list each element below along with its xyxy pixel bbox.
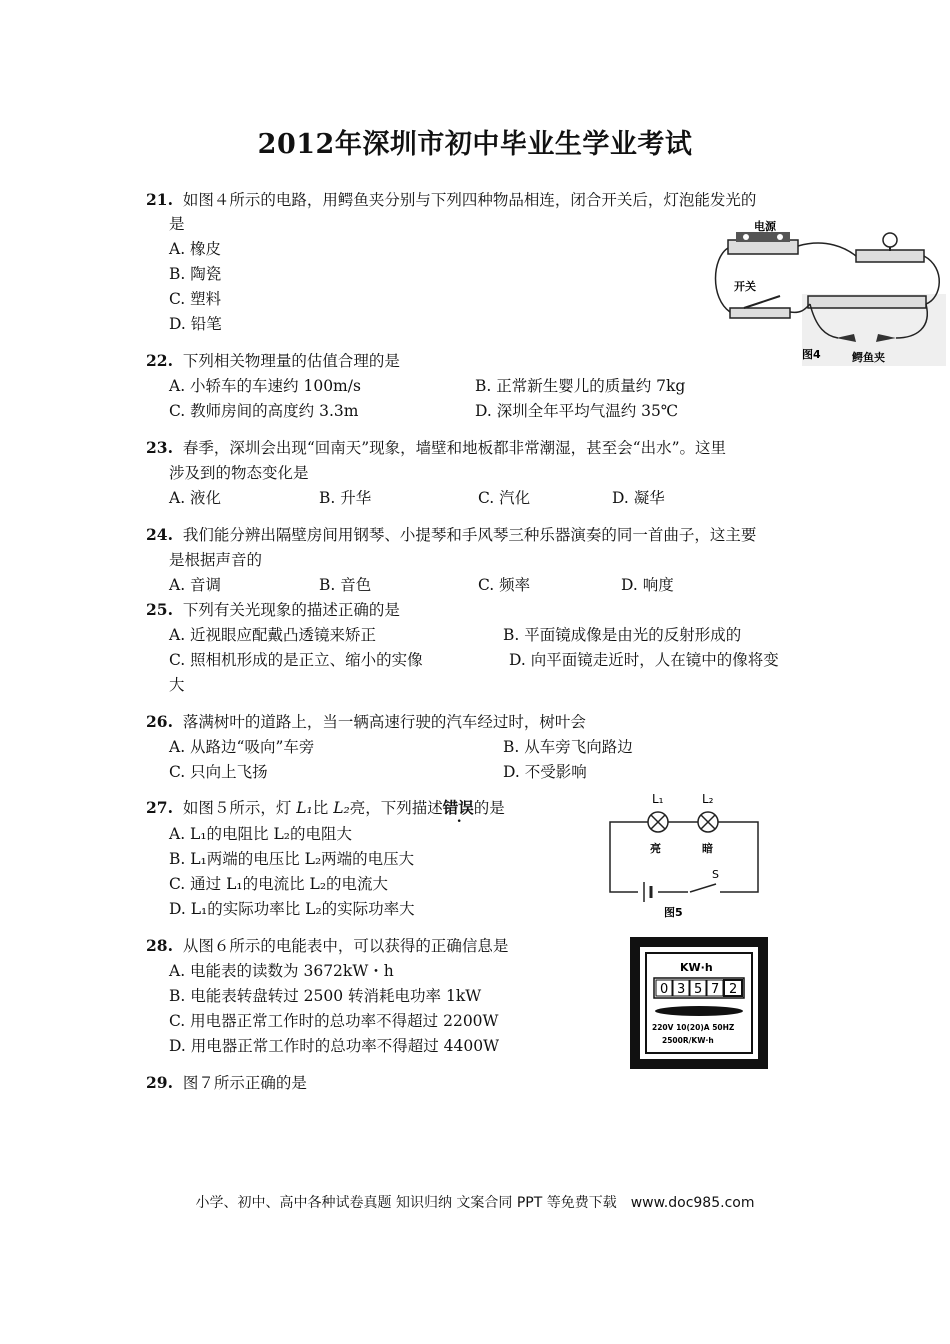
q25-option-a[interactable]: A. 近视眼应配戴凸透镜来矫正: [169, 626, 377, 644]
figure-4-circuit: [706, 218, 946, 366]
q21-number: 21.: [146, 190, 173, 209]
q27-stem: [146, 798, 505, 818]
q28-option-d[interactable]: D. 用电器正常工作时的总功率不得超过 4400W: [169, 1037, 500, 1055]
q27-l1: L₁: [296, 799, 313, 817]
q28-number: 28.: [146, 936, 173, 955]
q26-text: 落满树叶的道路上，当一辆高速行驶的汽车经过时，树叶会: [182, 713, 586, 731]
q26-number: 26.: [146, 712, 173, 731]
q23-line1: 春季，深圳会出现“回南天”现象，墙壁和地板都非常潮湿，甚至会“出水”。这里: [182, 439, 727, 457]
q23-option-c[interactable]: C. 汽化: [478, 489, 531, 507]
meter-disc-icon: [655, 1006, 743, 1016]
q27-mid: 比: [312, 799, 334, 817]
clip-label: 鳄鱼夹: [852, 351, 885, 364]
q22-option-b[interactable]: B. 正常新生婴儿的质量约 7kg: [475, 377, 686, 395]
q27-pre: 如图５所示，灯: [182, 799, 297, 817]
q21-option-a[interactable]: A. 橡皮: [169, 240, 222, 258]
q28-option-a[interactable]: A. 电能表的读数为 3672kW・h: [169, 962, 394, 980]
footer-text: 小学、初中、高中各种试卷真题 知识归纳 文案合同 PPT 等免费下载 www.doc985.com: [195, 1195, 755, 1211]
q23-line2: 涉及到的物态变化是: [169, 464, 309, 482]
meter-digit-4: 7: [711, 982, 720, 997]
bright-label: 亮: [650, 842, 661, 855]
q29-number: 29.: [146, 1073, 173, 1092]
q24-option-c[interactable]: C. 频率: [478, 576, 531, 594]
lamp-l1-icon: [648, 812, 668, 832]
q28-stem: [146, 936, 508, 956]
q26-option-b[interactable]: B. 从车旁飞向路边: [503, 738, 633, 756]
power-label: 电源: [754, 220, 776, 233]
q24-line2: 是根据声音的: [169, 551, 263, 569]
meter-digit-3: 5: [694, 982, 703, 997]
q21-option-d[interactable]: D. 铅笔: [169, 315, 222, 333]
q23-option-b[interactable]: B. 升华: [319, 489, 372, 507]
q22-number: 22.: [146, 351, 173, 370]
switch-label: S: [712, 868, 719, 881]
q27-emphasis: 错误: [442, 798, 474, 817]
test-board: [808, 296, 926, 308]
q24-stem: [146, 525, 756, 545]
q22-option-d[interactable]: D. 深圳全年平均气温约 35℃: [475, 402, 679, 420]
meter-digit-2: 3: [677, 982, 686, 997]
battery-icon: [728, 232, 798, 254]
q24-option-d[interactable]: D. 响度: [621, 576, 674, 594]
q25-option-b[interactable]: B. 平面镜成像是由光的反射形成的: [503, 626, 742, 644]
q29-text: 图７所示正确的是: [182, 1074, 307, 1092]
meter-digit-1: 0: [660, 982, 669, 997]
q22-text: 下列相关物理量的估值合理的是: [182, 352, 400, 370]
q25-option-c[interactable]: C. 照相机形成的是正立、缩小的实像: [169, 651, 423, 669]
q26-option-c[interactable]: C. 只向上飞扬: [169, 763, 268, 781]
q24-number: 24.: [146, 525, 173, 544]
q25-number: 25.: [146, 600, 173, 619]
q21-option-c[interactable]: C. 塑料: [169, 290, 222, 308]
lamp-l2-icon: [698, 812, 718, 832]
meter-digits: [654, 978, 744, 998]
meter-spec: 220V 10(20)A 50HZ: [652, 1023, 735, 1032]
q25-stem: [146, 600, 400, 620]
figure-5-circuit: [604, 786, 764, 920]
q27-option-a[interactable]: A. L₁的电阻比 L₂的电阻大: [169, 825, 352, 843]
meter-rev: 2500R/KW·h: [662, 1036, 714, 1045]
q25-option-d-wrap: 大: [169, 676, 185, 694]
q27-option-c[interactable]: C. 通过 L₁的电流比 L₂的电流大: [169, 875, 389, 893]
q27-l2: L₂: [333, 799, 350, 817]
q27-option-b[interactable]: B. L₁两端的电压比 L₂两端的电压大: [169, 850, 415, 868]
q27-number: 27.: [146, 798, 173, 817]
q28-text: 从图６所示的电能表中，可以获得的正确信息是: [182, 937, 509, 955]
q24-line1: 我们能分辨出隔壁房间用钢琴、小提琴和手风琴三种乐器演奏的同一首曲子，这主要: [182, 526, 757, 544]
q28-option-b[interactable]: B. 电能表转盘转过 2500 转消耗电功率 1kW: [169, 987, 482, 1005]
page-title: 2012年深圳市初中毕业生学业考试: [257, 129, 693, 160]
q23-option-d[interactable]: D. 凝华: [612, 489, 665, 507]
q21-stem: [146, 190, 756, 210]
meter-digit-5: 2: [729, 982, 738, 997]
q23-stem: [146, 438, 726, 458]
q29-stem: [146, 1073, 307, 1093]
q24-option-a[interactable]: A. 音调: [169, 576, 222, 594]
figure-4-label: 图4: [802, 348, 821, 361]
q22-stem: [146, 351, 400, 371]
lamp-l2-label: L₂: [702, 792, 714, 806]
q23-option-a[interactable]: A. 液化: [169, 489, 222, 507]
q26-stem: [146, 712, 586, 732]
q22-option-a[interactable]: A. 小轿车的车速约 100m/s: [169, 377, 361, 395]
q25-text: 下列有关光现象的描述正确的是: [182, 601, 400, 619]
meter-unit: KW·h: [680, 961, 713, 974]
q28-option-c[interactable]: C. 用电器正常工作时的总功率不得超过 2200W: [169, 1012, 499, 1030]
switch-icon: [688, 884, 720, 896]
q25-option-d[interactable]: D. 向平面镜走近时，人在镜中的像将变: [509, 651, 779, 669]
q21-option-b[interactable]: B. 陶瓷: [169, 265, 222, 283]
switch-label: 开关: [734, 280, 756, 293]
q27-option-d[interactable]: D. L₁的实际功率比 L₂的实际功率大: [169, 900, 415, 918]
dark-label: 暗: [702, 842, 713, 855]
q24-option-b[interactable]: B. 音色: [319, 576, 372, 594]
figure-6-energy-meter: [630, 937, 768, 1069]
battery-icon: [638, 882, 658, 902]
lamp-l1-label: L₁: [652, 792, 664, 806]
q22-option-c[interactable]: C. 教师房间的高度约 3.3m: [169, 402, 359, 420]
q21-line2: 是: [169, 215, 185, 233]
q27-post: 亮，下列描述: [349, 799, 443, 817]
q27-end: 的是: [473, 799, 505, 817]
q21-line1: 如图４所示的电路，用鳄鱼夹分别与下列四种物品相连，闭合开关后，灯泡能发光的: [182, 191, 757, 209]
q26-option-a[interactable]: A. 从路边“吸向”车旁: [169, 738, 315, 756]
q26-option-d[interactable]: D. 不受影响: [503, 763, 587, 781]
q23-number: 23.: [146, 438, 173, 457]
figure-5-label: 图5: [664, 906, 683, 919]
